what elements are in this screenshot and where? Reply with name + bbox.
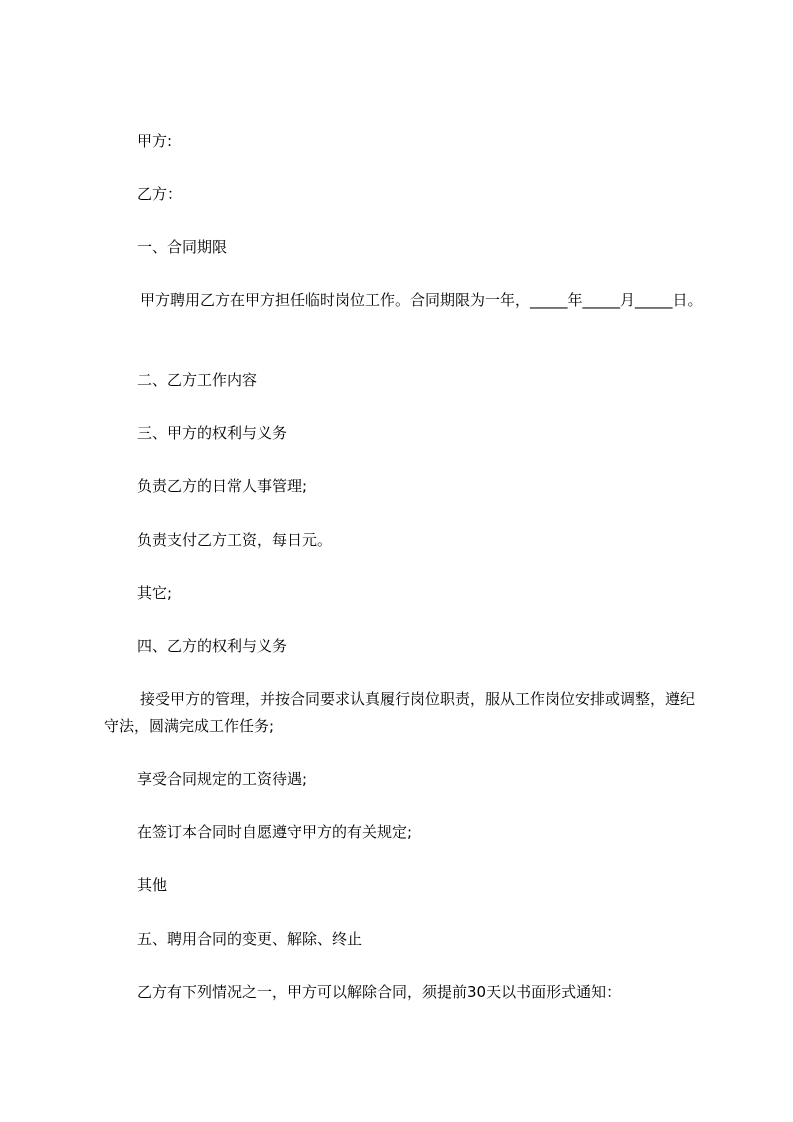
section-heading-party-b-rights: 四、乙方的权利与义务 bbox=[137, 637, 288, 655]
paragraph-accept-management: 接受甲方的管理，并按合同要求认真履行岗位职责，服从工作岗位安排或调整，遵纪守法，圆满完成工作任务; bbox=[104, 690, 696, 735]
paragraph-term-body: 甲方聘用乙方在甲方担任临时岗位工作。合同期限为一年，_____年_____月_____日。 bbox=[140, 291, 703, 309]
section-heading-term: 一、合同期限 bbox=[137, 238, 228, 256]
party-b-label: 乙方： bbox=[137, 185, 183, 203]
paragraph-other-b: 其他 bbox=[137, 876, 168, 894]
paragraph-personnel-management: 负责乙方的日常人事管理; bbox=[137, 477, 308, 495]
paragraph-other-a: 其它; bbox=[137, 584, 173, 602]
section-heading-contract-change: 五、聘用合同的变更、解除、终止 bbox=[137, 930, 363, 948]
section-heading-party-a-rights: 三、甲方的权利与义务 bbox=[137, 424, 288, 442]
paragraph-termination-conditions: 乙方有下列情况之一，甲方可以解除合同，须提前30天以书面形式通知： bbox=[137, 983, 622, 1001]
party-a-label: 甲方: bbox=[137, 132, 173, 150]
paragraph-comply-rules: 在签订本合同时自愿遵守甲方的有关规定; bbox=[137, 823, 413, 841]
paragraph-pay-wages: 负责支付乙方工资，每日元。 bbox=[137, 531, 333, 549]
paragraph-wage-treatment: 享受合同规定的工资待遇; bbox=[137, 770, 308, 788]
section-heading-work-content: 二、乙方工作内容 bbox=[137, 371, 258, 389]
